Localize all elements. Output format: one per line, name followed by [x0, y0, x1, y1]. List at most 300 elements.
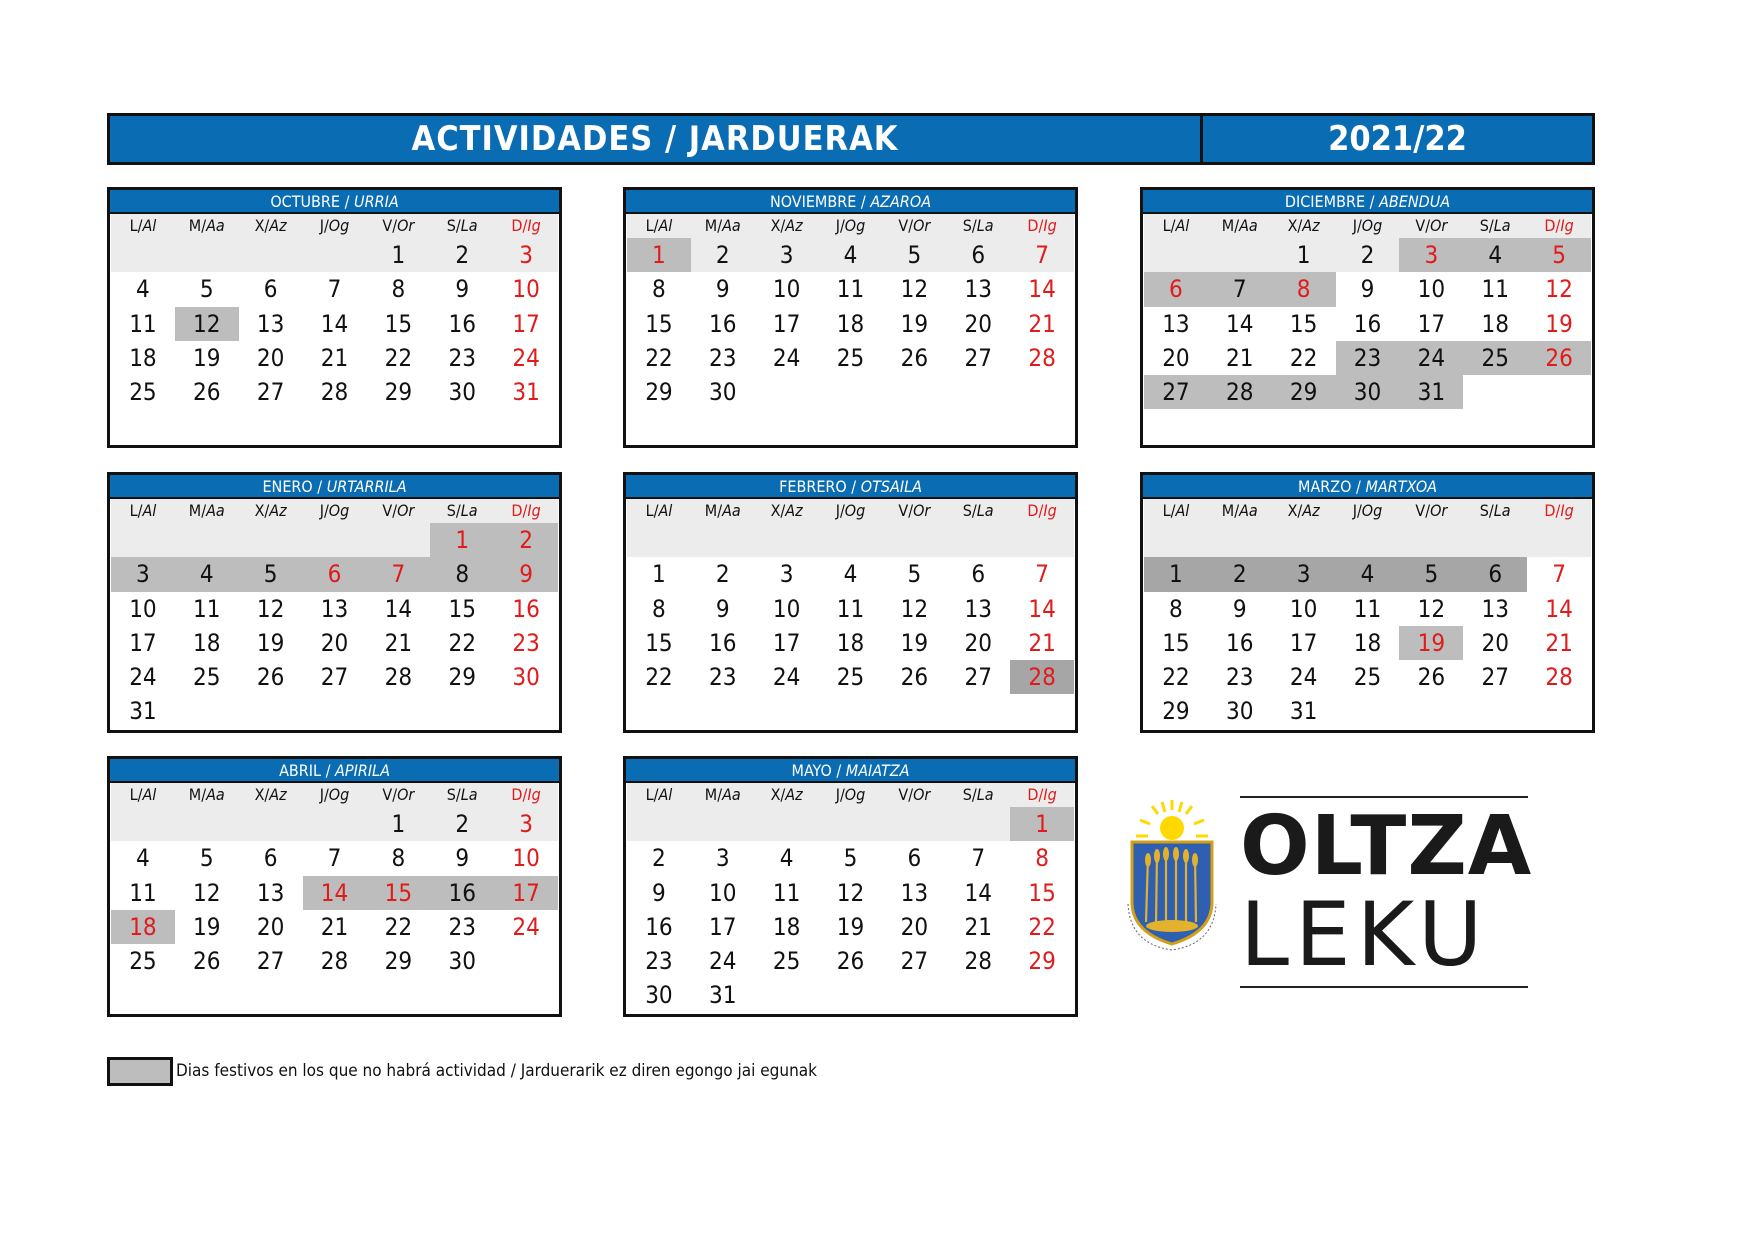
weekday-header	[494, 783, 558, 807]
month-name-es: ABRIL /	[279, 761, 331, 780]
calendar-day: 17	[494, 307, 558, 341]
calendar-day: 3	[755, 557, 819, 591]
calendar-day: 9	[494, 557, 558, 591]
calendar-empty-cell	[175, 807, 239, 841]
calendar-day: 25	[111, 375, 175, 409]
weekday-eu: La	[1493, 216, 1511, 235]
calendar-day: 4	[819, 238, 883, 272]
calendar-day: 1	[627, 557, 691, 591]
calendar-empty-cell	[755, 523, 819, 557]
calendar-day: 20	[239, 341, 303, 375]
calendar-day: 28	[366, 660, 430, 694]
calendar-day: 4	[1336, 557, 1400, 591]
calendar-day: 24	[111, 660, 175, 694]
weekday-eu: Az	[785, 216, 803, 235]
calendar-day: 2	[494, 523, 558, 557]
calendar-day: 19	[882, 626, 946, 660]
calendar-day: 29	[366, 944, 430, 978]
weekday-es: D/	[1544, 216, 1561, 235]
weekday-header	[239, 783, 303, 807]
calendar-day: 26	[175, 375, 239, 409]
weekday-eu: Aa	[1239, 501, 1258, 520]
calendar-empty-cell	[303, 238, 367, 272]
weekday-es: X/	[770, 785, 786, 804]
weekday-es: M/	[704, 785, 723, 804]
calendar-day: 8	[627, 272, 691, 306]
calendar-day: 29	[627, 375, 691, 409]
calendar-day: 25	[1336, 660, 1400, 694]
calendar-empty-cell	[819, 978, 883, 1012]
weekday-header	[691, 499, 755, 523]
calendar-day: 16	[691, 307, 755, 341]
calendar-day: 28	[303, 944, 367, 978]
calendar-day: 16	[1208, 626, 1272, 660]
calendar-day: 8	[366, 841, 430, 875]
calendar-day: 29	[430, 660, 494, 694]
weekday-es: X/	[770, 216, 786, 235]
calendar-day: 15	[1272, 307, 1336, 341]
calendar-empty-cell	[691, 523, 755, 557]
weekday-eu: Ig	[1560, 501, 1574, 520]
calendar-day: 21	[1010, 626, 1074, 660]
weekday-header	[882, 783, 946, 807]
weekday-eu: Or	[1430, 501, 1448, 520]
month-title	[1143, 190, 1592, 214]
calendar-empty-cell	[627, 523, 691, 557]
weekday-header	[175, 214, 239, 238]
calendar-day: 27	[303, 660, 367, 694]
calendar-day: 16	[1336, 307, 1400, 341]
calendar-day: 4	[111, 841, 175, 875]
weekday-es: S/	[446, 501, 461, 520]
calendar-day: 26	[1527, 341, 1591, 375]
weekday-eu: La	[460, 501, 478, 520]
calendar-day: 29	[1144, 694, 1208, 728]
calendar-day: 1	[627, 238, 691, 272]
weekday-eu: Aa	[206, 216, 225, 235]
calendar-day: 15	[430, 592, 494, 626]
weekday-es: D/	[511, 216, 528, 235]
calendar-day: 12	[239, 592, 303, 626]
weekday-es: X/	[770, 501, 786, 520]
calendar-empty-cell	[303, 807, 367, 841]
calendar-empty-cell	[1208, 238, 1272, 272]
calendar-day: 24	[1272, 660, 1336, 694]
weekday-eu: Aa	[1239, 216, 1258, 235]
calendar-day: 17	[494, 876, 558, 910]
weekday-es: V/	[898, 216, 914, 235]
calendar-day: 4	[755, 841, 819, 875]
calendar-day: 4	[175, 557, 239, 591]
calendar-day: 29	[366, 375, 430, 409]
calendar-day: 25	[175, 660, 239, 694]
calendar-day: 25	[819, 660, 883, 694]
calendar-day: 11	[819, 272, 883, 306]
calendar-day: 14	[1527, 592, 1591, 626]
weekday-header	[1399, 499, 1463, 523]
weekday-eu: Az	[269, 785, 287, 804]
calendar-day: 30	[1336, 375, 1400, 409]
calendar-day: 5	[239, 557, 303, 591]
month-title	[626, 475, 1075, 499]
calendar-day: 13	[1144, 307, 1208, 341]
weekday-eu: Og	[844, 785, 866, 804]
calendar-day: 6	[946, 238, 1010, 272]
calendar-day: 31	[691, 978, 755, 1012]
month-name-eu: ABENDUA	[1379, 192, 1451, 211]
weekday-header	[1527, 499, 1591, 523]
calendar-day: 20	[882, 910, 946, 944]
weekday-es: V/	[898, 501, 914, 520]
calendar-empty-cell	[303, 694, 367, 728]
calendar-day: 30	[627, 978, 691, 1012]
weekday-header	[755, 499, 819, 523]
weekday-eu: Az	[1302, 501, 1320, 520]
month-calendar	[107, 756, 562, 1017]
month-name-eu: MAIATZA	[845, 761, 910, 780]
calendar-day: 17	[755, 307, 819, 341]
weekday-eu: Or	[1430, 216, 1448, 235]
weekday-es: X/	[254, 216, 270, 235]
weekday-es: V/	[1415, 216, 1431, 235]
calendar-day: 14	[1208, 307, 1272, 341]
calendar-day: 24	[494, 341, 558, 375]
weekday-eu: Al	[658, 785, 673, 804]
calendar-day: 11	[111, 307, 175, 341]
calendar-day: 29	[1272, 375, 1336, 409]
weekday-header	[1208, 214, 1272, 238]
month-name-es: ENERO /	[262, 477, 323, 496]
calendar-day: 2	[691, 557, 755, 591]
calendar-empty-cell	[819, 375, 883, 409]
calendar-day: 30	[1208, 694, 1272, 728]
weekday-es: S/	[962, 216, 977, 235]
calendar-day: 5	[175, 272, 239, 306]
calendar-empty-cell	[1399, 694, 1463, 728]
calendar-day: 26	[1399, 660, 1463, 694]
month-calendar	[623, 472, 1078, 733]
calendar-day: 24	[755, 660, 819, 694]
month-name-eu: AZAROA	[870, 192, 932, 211]
weekday-header	[239, 214, 303, 238]
weekday-eu: Al	[142, 501, 157, 520]
calendar-empty-cell	[946, 978, 1010, 1012]
weekday-eu: Og	[1361, 216, 1383, 235]
calendar-day: 14	[1010, 272, 1074, 306]
month-name-es: MARZO /	[1298, 477, 1361, 496]
calendar-day: 16	[494, 592, 558, 626]
weekday-header	[1272, 214, 1336, 238]
coat-of-arms-icon	[1118, 794, 1226, 954]
page-header	[107, 113, 1595, 165]
calendar-day: 10	[755, 272, 819, 306]
calendar-day: 13	[239, 307, 303, 341]
calendar-day: 15	[1144, 626, 1208, 660]
calendar-empty-cell	[819, 523, 883, 557]
calendar-day: 21	[303, 910, 367, 944]
legend-text: Dias festivos en los que no habrá actividad / Jarduerarik ez diren egongo jai egunak	[176, 1061, 817, 1081]
calendar-day: 3	[494, 238, 558, 272]
weekday-es: S/	[1479, 216, 1494, 235]
weekday-eu: Og	[844, 501, 866, 520]
calendar-day: 12	[1399, 592, 1463, 626]
calendar-day: 9	[691, 592, 755, 626]
weekday-header	[882, 214, 946, 238]
calendar-day: 22	[1144, 660, 1208, 694]
weekday-es: L/	[1162, 216, 1176, 235]
weekday-header	[691, 214, 755, 238]
weekday-es: X/	[1287, 216, 1303, 235]
weekday-es: L/	[645, 216, 659, 235]
calendar-day: 12	[819, 876, 883, 910]
calendar-empty-cell	[111, 523, 175, 557]
weekday-es: D/	[511, 785, 528, 804]
calendar-empty-cell	[175, 694, 239, 728]
calendar-empty-cell	[1010, 375, 1074, 409]
calendar-day: 31	[1272, 694, 1336, 728]
calendar-empty-cell	[755, 978, 819, 1012]
calendar-day: 24	[494, 910, 558, 944]
calendar-day: 6	[882, 841, 946, 875]
weekday-header	[430, 783, 494, 807]
calendar-empty-cell	[239, 238, 303, 272]
month-title	[626, 190, 1075, 214]
weekday-header	[1272, 499, 1336, 523]
weekday-eu: La	[1493, 501, 1511, 520]
calendar-day: 6	[303, 557, 367, 591]
month-name-eu: MARTXOA	[1365, 477, 1437, 496]
month-name-es: DICIEMBRE /	[1284, 192, 1375, 211]
calendar-day: 7	[946, 841, 1010, 875]
calendar-day: 9	[1336, 272, 1400, 306]
weekday-es: X/	[254, 501, 270, 520]
weekday-es: D/	[511, 501, 528, 520]
weekday-header	[946, 783, 1010, 807]
weekday-header	[1144, 499, 1208, 523]
calendar-day: 20	[1144, 341, 1208, 375]
weekday-eu: Or	[397, 216, 415, 235]
calendar-day: 18	[1463, 307, 1527, 341]
calendar-day: 27	[1144, 375, 1208, 409]
calendar-empty-cell	[882, 807, 946, 841]
month-name-eu: URRIA	[354, 192, 399, 211]
calendar-empty-cell	[239, 694, 303, 728]
calendar-day: 22	[1272, 341, 1336, 375]
calendar-day: 28	[1010, 341, 1074, 375]
calendar-day: 30	[430, 375, 494, 409]
weekday-header	[239, 499, 303, 523]
calendar-day: 10	[494, 272, 558, 306]
calendar-day: 29	[1010, 944, 1074, 978]
calendar-day: 10	[755, 592, 819, 626]
calendar-day: 5	[1399, 557, 1463, 591]
weekday-es: D/	[1027, 216, 1044, 235]
calendar-day: 5	[175, 841, 239, 875]
calendar-day: 1	[366, 238, 430, 272]
calendar-empty-cell	[819, 807, 883, 841]
calendar-empty-cell	[946, 523, 1010, 557]
weekday-eu: Or	[397, 501, 415, 520]
calendar-day: 15	[1010, 876, 1074, 910]
weekday-es: M/	[1221, 216, 1240, 235]
calendar-day: 1	[1144, 557, 1208, 591]
calendar-day: 23	[430, 910, 494, 944]
calendar-day: 3	[1399, 238, 1463, 272]
weekday-eu: Ig	[527, 216, 541, 235]
weekday-header	[366, 499, 430, 523]
weekday-header	[946, 499, 1010, 523]
calendar-day: 9	[430, 272, 494, 306]
weekday-eu: Ig	[1043, 785, 1057, 804]
weekday-header	[494, 214, 558, 238]
weekday-header	[1144, 214, 1208, 238]
weekday-es: M/	[704, 501, 723, 520]
weekday-eu: La	[460, 785, 478, 804]
weekday-eu: Az	[269, 501, 287, 520]
weekday-header	[627, 783, 691, 807]
calendar-day: 8	[430, 557, 494, 591]
calendar-day: 23	[430, 341, 494, 375]
weekday-es: M/	[188, 216, 207, 235]
calendar-day: 20	[1463, 626, 1527, 660]
calendar-day: 31	[111, 694, 175, 728]
calendar-empty-cell	[1463, 694, 1527, 728]
calendar-day: 8	[1010, 841, 1074, 875]
weekday-header	[111, 783, 175, 807]
calendar-day: 26	[882, 341, 946, 375]
calendar-day: 7	[366, 557, 430, 591]
calendar-day: 15	[627, 307, 691, 341]
weekday-es: X/	[254, 785, 270, 804]
calendar-day: 14	[366, 592, 430, 626]
calendar-day: 4	[1463, 238, 1527, 272]
calendar-day: 10	[111, 592, 175, 626]
logo-word-oltza: OLTZA	[1240, 799, 1533, 894]
weekday-es: M/	[188, 501, 207, 520]
calendar-day: 19	[1399, 626, 1463, 660]
calendar-day: 24	[691, 944, 755, 978]
weekday-header	[1336, 214, 1400, 238]
calendar-day: 30	[430, 944, 494, 978]
calendar-day: 27	[946, 341, 1010, 375]
weekday-header	[755, 214, 819, 238]
calendar-day: 23	[1208, 660, 1272, 694]
calendar-day: 9	[430, 841, 494, 875]
calendar-day: 24	[755, 341, 819, 375]
calendar-day: 25	[1463, 341, 1527, 375]
calendar-day: 1	[366, 807, 430, 841]
month-name-eu: APIRILA	[335, 761, 390, 780]
weekday-es: X/	[1287, 501, 1303, 520]
weekday-eu: Al	[142, 785, 157, 804]
weekday-es: J/	[835, 785, 845, 804]
weekday-es: J/	[1352, 501, 1362, 520]
weekday-eu: Al	[658, 216, 673, 235]
calendar-empty-cell	[1010, 978, 1074, 1012]
weekday-eu: Al	[1175, 501, 1190, 520]
calendar-empty-cell	[882, 978, 946, 1012]
calendar-day: 17	[1272, 626, 1336, 660]
weekday-eu: Aa	[722, 785, 741, 804]
calendar-day: 8	[1144, 592, 1208, 626]
month-calendar	[623, 756, 1078, 1017]
calendar-day: 3	[111, 557, 175, 591]
calendar-day: 17	[1399, 307, 1463, 341]
calendar-day: 1	[1010, 807, 1074, 841]
calendar-day: 17	[755, 626, 819, 660]
calendar-day: 20	[239, 910, 303, 944]
calendar-day: 21	[1208, 341, 1272, 375]
weekday-eu: Ig	[1043, 216, 1057, 235]
calendar-day: 30	[691, 375, 755, 409]
calendar-day: 11	[175, 592, 239, 626]
month-calendar	[1140, 472, 1595, 733]
calendar-day: 23	[691, 341, 755, 375]
weekday-header	[1010, 499, 1074, 523]
calendar-day: 19	[239, 626, 303, 660]
weekday-es: D/	[1544, 501, 1561, 520]
weekday-eu: La	[976, 785, 994, 804]
weekday-header	[430, 214, 494, 238]
calendar-day: 21	[946, 910, 1010, 944]
weekday-es: J/	[319, 216, 329, 235]
calendar-empty-cell	[366, 523, 430, 557]
month-title	[110, 190, 559, 214]
weekday-eu: Ig	[1043, 501, 1057, 520]
calendar-day: 16	[627, 910, 691, 944]
calendar-day: 6	[239, 841, 303, 875]
calendar-empty-cell	[1527, 375, 1591, 409]
calendar-empty-cell	[627, 807, 691, 841]
weekday-es: M/	[188, 785, 207, 804]
logo-word-leku: LEKU	[1240, 883, 1489, 986]
month-name-eu: OTSAILA	[860, 477, 922, 496]
weekday-eu: La	[976, 501, 994, 520]
weekday-header	[1463, 499, 1527, 523]
calendar-empty-cell	[366, 694, 430, 728]
month-name-es: OCTUBRE /	[270, 192, 350, 211]
weekday-eu: Az	[1302, 216, 1320, 235]
calendar-day: 7	[303, 272, 367, 306]
calendar-day: 3	[755, 238, 819, 272]
calendar-day: 10	[1272, 592, 1336, 626]
calendar-day: 12	[882, 592, 946, 626]
calendar-empty-cell	[946, 807, 1010, 841]
weekday-eu: Ig	[527, 785, 541, 804]
weekday-header	[494, 499, 558, 523]
weekday-header	[1336, 499, 1400, 523]
calendar-empty-cell	[946, 375, 1010, 409]
calendar-day: 27	[239, 944, 303, 978]
calendar-day: 31	[494, 375, 558, 409]
calendar-day: 13	[239, 876, 303, 910]
calendar-day: 25	[755, 944, 819, 978]
calendar-empty-cell	[882, 375, 946, 409]
calendar-day: 8	[1272, 272, 1336, 306]
calendar-day: 13	[946, 272, 1010, 306]
calendar-day: 19	[175, 341, 239, 375]
weekday-eu: Aa	[722, 501, 741, 520]
calendar-day: 14	[946, 876, 1010, 910]
calendar-day: 10	[494, 841, 558, 875]
calendar-empty-cell	[755, 807, 819, 841]
calendar-day: 12	[175, 307, 239, 341]
calendar-day: 19	[1527, 307, 1591, 341]
weekday-es: S/	[446, 785, 461, 804]
calendar-empty-cell	[175, 238, 239, 272]
calendar-day: 14	[303, 307, 367, 341]
calendar-day: 18	[1336, 626, 1400, 660]
